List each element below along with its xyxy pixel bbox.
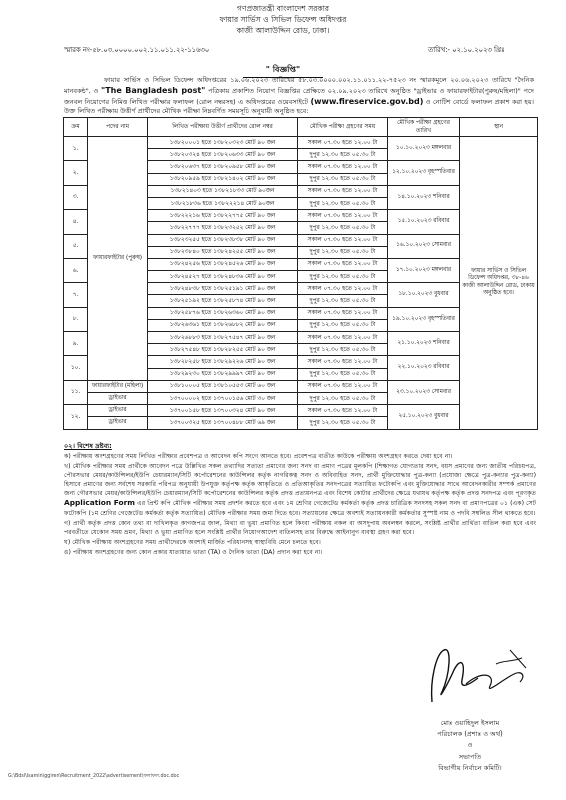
serial-cell: ৬. [64,258,88,282]
memo-number: স্মারক নং-৫৮.০৩.০০০০.০০২.১১.০১১.২২-১১৬৩০ [64,46,210,54]
instruction-ga: গ) প্রার্থী কর্তৃক প্রদত্ত কোন তথ্য বা দাখিলকৃত কাগজপত্র জাল, মিথ্যা বা ভুয়া প্রমাণিত হলে কিংবা পরীক্ষায় নকল বা অসদুপায় অবলম্বন করলে, সংশ্লিষ্ট প্রার্থীর প্রার্থিতা বাতিল করা হবে এবং পরবর্তীতে যেকোন সময় ভ্রমণ, মিথ্যা ও ভুয়া প্রমাণিত হলে সংশ্লিষ্ট প্রার্থীর নিয়োগআদেশ বাতিলসহ তার বিরুদ্ধে আইনানুগ ব্যবস্থা গ্রহণ করা হবে। [64,519,536,536]
roll-cell: ১৩৮২৪২৫৬ হতে ১৩৮২৪৫২৬ মোট ৯০ জন [148,258,298,270]
memo-date: তারিখ:- ০২.১০.২০২৩ খ্রিঃ [428,46,505,54]
time-cell: সকাল ০৭.৩০ হতে ১২.০০ টা [298,137,388,149]
roll-cell: ১৩৮২১৮৩৬ হতে ১৩৮২২২১৪ মোট ৯০জন [148,197,298,209]
serial-cell: ১১. [64,380,88,404]
time-cell: সকাল ০৭.৩০ হতে ১২.০০ টা [298,210,388,222]
intro-text-3: ও নোটিশ বোর্ডে ফলাফল প্রকাশ করা হয়। উক্ত লিখিত পরীক্ষায় উত্তীর্ণ প্রার্থীদের মৌখিক পরীক্ষা নিম্নবর্ণিত সময়সূচি অনুযায়ী অনুষ্ঠিত হবে: [64,97,534,116]
date-cell: ২৩.১০.২০২৩ সোমবার [388,380,460,404]
roll-cell: ১৩৮২৬৮৮৩ হতে ১৩৮২৭৫৪৭ মোট ৯০ জন [148,332,298,344]
time-cell: দুপুর ১২.৩০ হতে ০৫.৩০ টা [298,271,388,283]
instructions-heading: ০২। বিশেষ দ্রষ্টব্য: [64,442,112,450]
serial-cell: ১০. [64,356,88,380]
date-cell: ১০.১০.২০২৩ মঙ্গলবার [388,137,460,161]
roll-cell: ১৩৮২২৭৭৭ হতে ১৩৮২৩২৫২ মোট ৯০ জন [148,222,298,234]
signatory-conjunction: ও [467,741,473,750]
serial-cell: ১. [64,137,88,161]
date-cell: ২৫.১০.২০২৩ বুধবার [388,405,460,429]
col-serial: ক্রম [64,118,88,137]
col-roll: লিখিত পরীক্ষায় উত্তীর্ণ প্রার্থীদের রোল নম্বর [148,118,298,137]
time-cell: সকাল ০৭.৩০ হতে ১২.০০ টা [298,185,388,197]
time-cell: দুপুর ১২.৩০ হতে ০৫.৩০ টা [298,417,388,429]
time-cell: দুপুর ১২.৩০ হতে ০৫.৩০ টা [298,149,388,161]
instructions-list [64,452,536,558]
time-cell: দুপুর ১২.৩০ হতে ০৫.৩০ টা [298,368,388,380]
instruction-ka: ক) পরীক্ষায় অংশগ্রহণের সময় লিখিত পরীক্ষার প্রবেশপত্র ও আবেদন কপি সংগে আনতে হবে। প্রবেশপত্র ব্যতীত কাউকে পরীক্ষায় অংশগ্রহণ করতে দেয়া হবে না। [64,453,453,460]
roll-cell: ১৩৮২০০০১ হতে ১৩৮২০৩২৩ মোট ৯০ জন [148,137,298,149]
intro-paragraph [64,76,534,117]
time-cell: দুপুর ১২.৩০ হতে ০৫.৩০ টা [298,173,388,185]
time-cell: দুপুর ১২.৩০ হতে ০৫.৩০ টা [298,392,388,404]
instruction-umo: ঙ) পরীক্ষায় অংশগ্রহণের জন্য কোন প্রকার যাতায়াত ভাতা (TA) ও দৈনিক ভাতা (DA) প্রদান করা হবে না। [64,548,323,556]
roll-cell: ১৩৮২৫৮৭৬ হতে ১৩৮২৬৩৬০ মোট ৯০ জন [148,307,298,319]
time-cell: সকাল ০৭.৩০ হতে ১২.০০ টা [298,161,388,173]
col-venue: স্থান [460,118,538,137]
serial-cell: ৫. [64,234,88,258]
serial-cell: ২. [64,161,88,185]
roll-cell: ১৩৮২৪৫২৭ হতে ১৩৮২৪৮৩৬ মোট ৯০ জন [148,271,298,283]
viva-schedule-table [63,117,538,430]
newspaper-name: "The Bangladesh post" [101,85,206,95]
date-cell: ২১.১০.২০২৩ শনিবার [388,332,460,356]
roll-cell: ১৩৮২৯২৩০ হতে ১৩৮২৯৯৯৭ মোট ৯০ জন [148,368,298,380]
roll-cell: ১৩৮১০০০৫ হতে ১৩৮১০৫৫৩ মোট ৬০ জন [148,380,298,392]
col-date: মৌখিক পরীক্ষা গ্রহণের তারিখ [388,118,460,137]
post-cell: ড্রাইভার [88,417,148,429]
header-department: ফায়ার সার্ভিস ও সিভিল ডিফেন্স অধিদপ্তর [219,15,347,24]
time-cell: সকাল ০৭.৩০ হতে ১২.০০ টা [298,332,388,344]
roll-cell: ১৩৮২৩৮৪০ হতে ১৩৮২৪২৫৫ মোট ৯০ জন [148,246,298,258]
serial-cell: ৮. [64,307,88,331]
signatory-name: মোঃ ওয়াহিদুল ইসলাম [440,719,500,727]
post-cell: ড্রাইভার [88,405,148,417]
serial-cell: ৩. [64,185,88,209]
signatory-role: সভাপতি [458,752,482,761]
roll-cell: ১৩৭০০৩২৫ হতে ১৩৭০০৪৮৮ মোট ৬৯ জন [148,417,298,429]
venue-cell: ফায়ার সার্ভিস ও সিভিল ডিফেন্স অধিদপ্তর, ৩৮-৪৬ কাজী আলাউদ্দিন রোড, ঢাকায় অনুষ্ঠিত হবে। [460,137,538,430]
roll-cell: ১৩৮২০৯৫৯ হতে ১৩৮২১৪০২ মোট ৯০ জন [148,173,298,185]
date-cell: ১৬.১০.২০২৩ সোমবার [388,234,460,258]
roll-cell: ১৩৮২৭৫৪৮ হতে ১৩৮২৮২৫৫ মোট ৯০ জন [148,344,298,356]
date-cell: ১২.১০.২০২৩ বৃহস্পতিবার [388,161,460,185]
roll-cell: ১৩৮২১৪০৩ হতে ১৩৮২১৮৩৩ মোট ৯০জন [148,185,298,197]
date-cell: ১৫.১০.২০২৩ রবিবার [388,210,460,234]
time-cell: সকাল ০৭.৩০ হতে ১২.০০ টা [298,356,388,368]
post-cell: ফায়ারফাইটার (পুরুষ) [88,137,148,381]
date-cell: ১৮.১০.২০২৩ বুধবার [388,283,460,307]
roll-cell: ১৩৮২০৩২৪ হতে ১৩৮২০৬৩৩ মোট ৯০ জন [148,149,298,161]
date-cell: ১৭.১০.২০২৩ মঙ্গলবার [388,258,460,282]
table-row [64,137,538,149]
roll-cell: ১৩৮২৮২৫৮ হতে ১৩৮২৯২২৬ মোট ৯০ জন [148,356,298,368]
roll-cell: ১৩৮২২২১৬ হতে ১৩৮২২৭৭৫ মোট ৯০ জন [148,210,298,222]
time-cell: দুপুর ১২.৩০ হতে ০৫.৩০ টা [298,222,388,234]
time-cell: দুপুর ১২.৩০ হতে ০৫.৩০ টা [298,197,388,209]
application-form-text: Application Form [64,498,135,508]
time-cell: সকাল ০৭.৩০ হতে ১২.০০ টা [298,307,388,319]
header-govt: গণপ্রজাতন্ত্রী বাংলাদেশ সরকার [236,4,330,13]
date-cell: ১৯.১০.২০২৩ বৃহস্পতিবার [388,307,460,331]
website-link[interactable]: (www.fireservice.gov.bd) [310,96,424,106]
post-cell: ড্রাইভার [88,392,148,404]
header-address: কাজী আলাউদ্দিন রোড, ঢাকা। [236,26,330,35]
time-cell: দুপুর ১২.৩০ হতে ০৫.৩০ টা [298,295,388,307]
time-cell: দুপুর ১২.৩০ হতে ০৫.৩০ টা [298,344,388,356]
col-time: মৌখিক পরীক্ষা গ্রহণের সময় [298,118,388,137]
post-cell: ফায়ারফাইটার (মহিলা) [88,380,148,392]
time-cell: সকাল ০৭.৩০ হতে ১২.০০ টা [298,258,388,270]
instruction-gha: ঘ) মৌখিক পরীক্ষায় অংশগ্রহণের সময় প্রার্থীদেরকে অবশ্যই মার্জিত পরিধানসহ স্বাস্থ্যবিধি মেনে চলতে হবে। [64,538,321,546]
time-cell: সকাল ০৭.৩০ হতে ১২.০০ টা [298,405,388,417]
serial-cell: ৪. [64,210,88,234]
roll-cell: ১৩৮২৩২৫৫ হতে ১৩৮২৩৮৩৮ মোট ৯০ জন [148,234,298,246]
signatory-committee: বিভাগীয় নির্বাচন কমিটি। [438,763,502,772]
serial-cell: ১২. [64,405,88,429]
roll-cell: ১৩৮২৪৮৩৮ হতে ১৩৮২৫১৯১ মোট ৯০ জন [148,283,298,295]
roll-cell: ১৩৮২৬৩৬১ হতে ১৩৮২৬৮৮২ মোট ৯০ জন [148,319,298,331]
instruction-kha: খ) মৌখিক পরীক্ষার সময় প্রার্থীকে আবেদন পত্রে উল্লিখিত সকল তথ্যাদির সত্যতা প্রমাণের জন্য সনদ বা প্রমাণ পত্রের মূলকপি (শিক্ষাগত যোগ্যতার সনদ, বয়স প্রমাণের জন্য জাতীয় পরিচয়পত্র, পৌরসভার মেয়র/কাউন্সিলর/ইউপি চেয়ারম্যান/সিটি কর্পোরেশনের কাউন্সিলর কর্তৃক নাগরিকত্ব সনদ ও অবিবাহিত সনদ, প্রার্থী মুক্তিযোদ্ধার পুত্র-কন্যা (প্রযোজ্য ক্ষেত্রে পুত্র-কন্যার পুত্র-কন্যা) হিসাবে প্রমাণের জন্য সর্বশেষ সরকারি পরিপত্র অনুযায়ী উপযুক্ত কর্তৃপক্ষ কর্তৃক আকৃতিতে ও প্রতিআকৃতির সনদপত্রের সত্যায়িত ফটোকপি এবং মুক্তিযোদ্ধার সাথে আবেদনকারীর সম্পর্ক প্রমাণের জন্য গৌরসভার মেয়র/কাউন্সিলর/ইউপি চেয়ারম্যান/সিটি কর্পোরেশনের কাউন্সিলর কর্তৃক প্রদত্ত প্রত্যয়নপত্র এবং বিশেষ কোটার প্রার্থীদের ক্ষেত্রে যথাযথ কর্তৃপক্ষ কর্তৃক প্রদত্ত সনদপত্র এবং পূরণকৃত Application Form এর প্রিন্ট কপি মৌখিক পরীক্ষার সময় প্রদর্শন করতে হবে এবং ১ম শ্রেণির গেজেটেড কর্মকর্তা কর্তৃক প্রদত্ত চারিত্রিক সনদসহ সকল সনদ বা প্রমাণপত্রের ০১ (এক) সেট ফটোকপি (১ম শ্রেণির গেজেটেড কর্মকর্তা কর্তৃক সত্যায়িত) মৌখিক পরীক্ষার সময় জমা দিতে হবে। সত্যায়নের ক্ষেত্রে অবশ্যই সত্যায়নকারী কর্মকর্তার সুস্পষ্ট নাম ও পদবি সম্বলিত সীল থাকতে হবে। [64,463,537,517]
intro-text-1: ফায়ার সার্ভিস ও সিভিল ডিফেন্স অধিদপ্তরের ১৯.০৬.২০২৩ তারিখের ৫৮.০৩.০০০০.০০২.১১.০১১.২২-৭৫২৩ নং স্মারকমূলে ২০.০৬.২০২৩ তারিখে "দৈনিক মানবকন্ঠ", ও [64,76,534,95]
file-path-footer: G:\Bdsl\Isamin\ggiren\Recruitment_2022\advertisement\ফলাফল.doc.doc [8,774,180,779]
handwritten-signature [426,640,536,710]
roll-cell: ১৩৭০০০০২ হতে ১৩৭০০১৫৬ মোট ৩০ জন [148,392,298,404]
date-cell: ১৪.১০.২০২৩ শনিবার [388,185,460,209]
roll-cell: ১৩৭০০১৫৮ হতে ১৩৭০০৩২৪ মোট ৯০ জন [148,405,298,417]
roll-cell: ১৩৮২৫১৯২ হতে ১৩৮২৫৮৭৪ মোট ৯০ জন [148,295,298,307]
time-cell: সকাল ০৭.৩০ হতে ১২.০০ টা [298,234,388,246]
intro-text-2: পত্রিকায় প্রকাশিত নিয়োগ বিজ্ঞপ্তির প্রেক্ষিতে ০২.০৯.২০২৩ তারিখে অনুষ্ঠিত "ড্রাইভার ও ফায়ারফাইটার(পুরুষ/মহিলা)" পদে জনবল নিয়োগের নিমিত্ত লিখিত পরীক্ষার ফলাফল (রোল নম্বরসহ) এ অধিদপ্তরের ওয়েবসাইটে [64,86,534,106]
roll-cell: ১৩৮২০৬৩৭ হতে ১৩৮২০৯৫৮ মোট ৯০ জন [148,161,298,173]
serial-cell: ৭. [64,283,88,307]
time-cell: দুপুর ১২.৩০ হতে ০৫.৩০ টা [298,319,388,331]
date-cell: ২২.১০.২০২৩ রবিবার [388,356,460,380]
time-cell: দুপুর ১২.৩০ হতে ০৫.৩০ টা [298,246,388,258]
table-header-row [64,118,538,137]
serial-cell: ৯. [64,332,88,356]
col-post: পদের নাম [88,118,148,137]
time-cell: সকাল ০৭.৩০ হতে ১২.০০ টা [298,283,388,295]
time-cell: সকাল ০৭.৩০ হতে ১২.০০ টা [298,380,388,392]
signatory-designation: পরিচালক (প্রশাঃ ও অর্থ) [437,730,503,739]
signature-block [400,718,540,774]
notice-title: " বিজ্ঞপ্তি" [243,64,323,78]
